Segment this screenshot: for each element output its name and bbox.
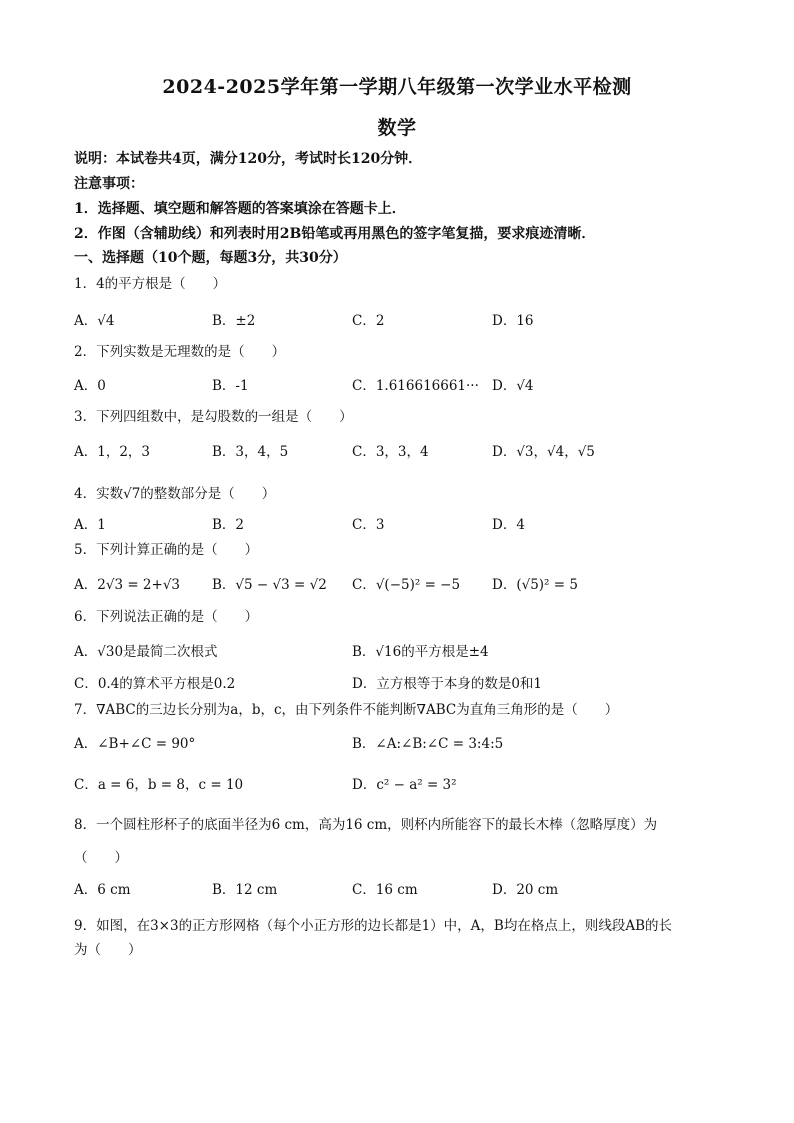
notice-item-2: 2．作图（含辅助线）和列表时用2B铅笔或再用黑色的签字笔复描，要求痕迹清晰． (74, 226, 596, 242)
option-c: C．16 cm (352, 882, 418, 898)
question-stem: 4．实数√7的整数部分是（ ） (74, 486, 276, 502)
option-c: C．2 (352, 313, 385, 329)
question-stem: 3．下列四组数中，是勾股数的一组是（ ） (74, 409, 353, 425)
option-d: D．√3，√4，√5 (492, 444, 595, 460)
option-d: D．立方根等于本身的数是0和1 (352, 676, 543, 692)
option-c: C．√(−5)² = −5 (352, 577, 461, 593)
option-d: D．√4 (492, 378, 534, 394)
question-stem: 5．下列计算正确的是（ ） (74, 542, 259, 558)
option-a: A．√30是最简二次根式 (74, 644, 218, 660)
option-a: A．∠B+∠C = 90° (74, 736, 196, 752)
option-b: B．-1 (212, 378, 249, 394)
option-a: A．2√3 = 2+√3 (74, 577, 181, 593)
question-stem: 1．4的平方根是（ ） (74, 276, 227, 292)
option-a: A．1 (74, 517, 106, 533)
option-a: A．1，2，3 (74, 444, 151, 460)
option-d: D．c² − a² = 3² (352, 777, 457, 793)
question-stem: 8．一个圆柱形杯子的底面半径为6 cm，高为16 cm，则杯内所能容下的最长木棒（忽略厚度）为 (74, 817, 658, 833)
notice-item-1: 1．选择题、填空题和解答题的答案填涂在答题卡上． (74, 201, 406, 217)
exam-title: 2024-2025学年第一学期八年级第一次学业水平检测 (162, 76, 632, 98)
section-heading: 一、选择题（10个题，每题3分，共30分） (74, 250, 347, 266)
question-stem: 2．下列实数是无理数的是（ ） (74, 344, 286, 360)
option-d: D．(√5)² = 5 (492, 577, 578, 593)
question-stem: 9．如图，在3×3的正方形网格（每个小正方形的边长都是1）中，A，B均在格点上，则线段AB的长 (74, 918, 673, 934)
option-c: C．1.616616661··· (352, 378, 479, 394)
option-a: A．6 cm (74, 882, 131, 898)
option-b: B．√16的平方根是±4 (352, 644, 489, 660)
option-d: D．20 cm (492, 882, 559, 898)
option-c: C．a = 6，b = 8，c = 10 (74, 777, 244, 793)
option-b: B．2 (212, 517, 245, 533)
question-stem: 6．下列说法正确的是（ ） (74, 609, 259, 625)
question-stem-cont: （ ） (74, 850, 128, 866)
exam-note: 说明：本试卷共4页，满分120分，考试时长120分钟． (74, 151, 423, 167)
subject-title: 数学 (377, 117, 417, 139)
option-c: C．3 (352, 517, 385, 533)
question-stem: 7．∇ABC的三边长分别为a，b，c，由下列条件不能判断∇ABC为直角三角形的是（ ） (74, 702, 619, 718)
option-a: A．0 (74, 378, 106, 394)
option-b: B．±2 (212, 313, 256, 329)
option-b: B．3，4，5 (212, 444, 289, 460)
option-b: B．∠A:∠B:∠C = 3:4:5 (352, 736, 504, 752)
option-c: C．3，3，4 (352, 444, 429, 460)
question-stem-cont: 为（ ） (74, 942, 142, 958)
notice-heading: 注意事项： (74, 176, 144, 192)
option-d: D．4 (492, 517, 525, 533)
option-b: B．12 cm (212, 882, 278, 898)
option-d: D．16 (492, 313, 534, 329)
option-c: C．0.4的算术平方根是0.2 (74, 676, 236, 692)
option-a: A．√4 (74, 313, 115, 329)
option-b: B．√5 − √3 = √2 (212, 577, 327, 593)
